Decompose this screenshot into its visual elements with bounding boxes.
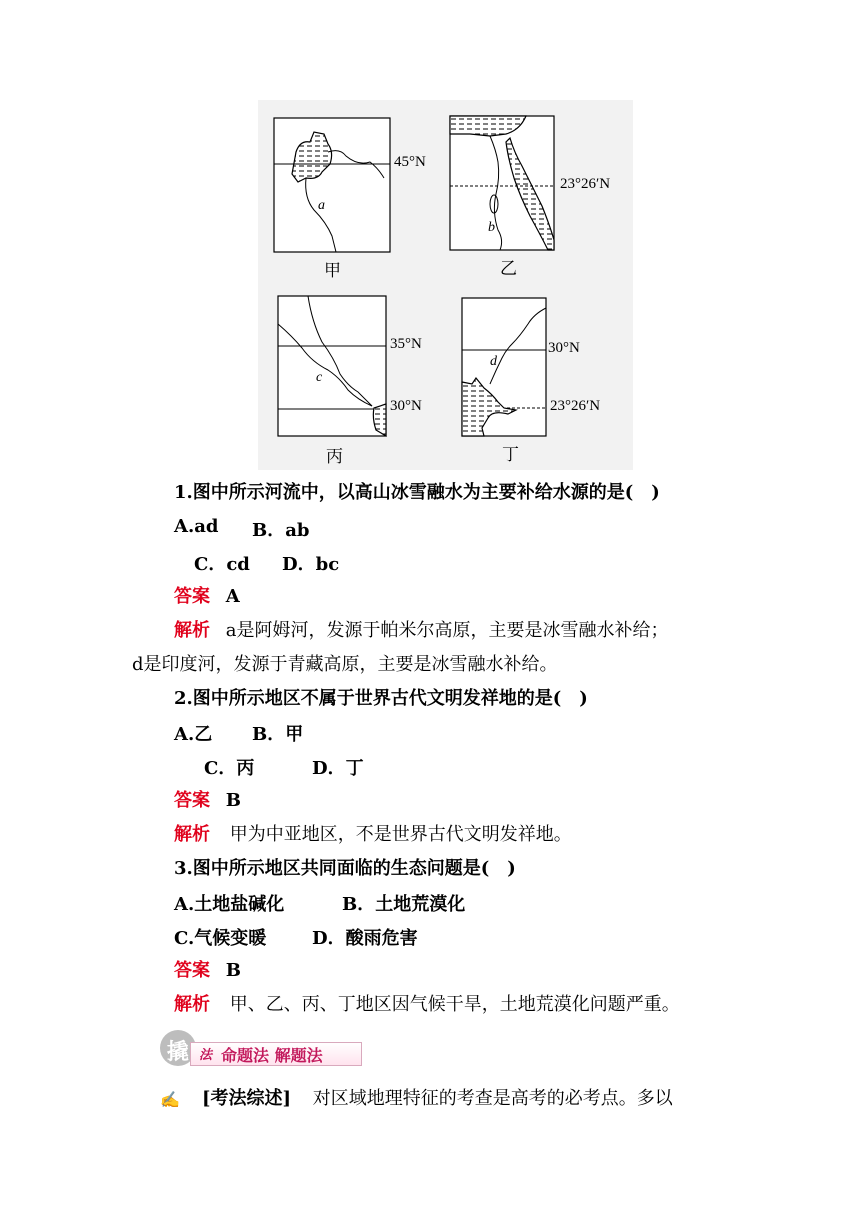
question-3-stem: 3.图中所示地区共同面临的生态问题是( ) — [174, 858, 516, 879]
q3-analysis-row — [174, 992, 680, 1018]
q2-answer-row — [174, 788, 241, 814]
lat-label: 35°N — [390, 336, 422, 352]
answer-label: 答案 — [174, 960, 210, 981]
q2-analysis-row — [174, 822, 572, 848]
answer-label: 答案 — [174, 586, 210, 607]
lat-label: 30°N — [390, 398, 422, 414]
river-label-d: d — [490, 354, 497, 369]
analysis-label: 解析 — [174, 620, 210, 641]
q2-answer: B — [225, 790, 241, 811]
q3-answer: B — [225, 960, 241, 981]
banner-tag — [190, 1042, 362, 1066]
map-panel-yi — [450, 116, 630, 279]
panel-caption: 甲 — [324, 261, 341, 281]
map-figure — [258, 100, 633, 470]
lat-label: 23°26′N — [550, 398, 601, 414]
pen-icon: ✍ — [160, 1090, 180, 1109]
q3-option-b: B．土地荒漠化 — [342, 894, 466, 915]
q1-option-d: D．bc — [282, 554, 340, 575]
q2-option-c: C．丙 — [204, 758, 255, 779]
section-banner — [160, 1026, 360, 1070]
q1-analysis-text-cont: d是印度河，发源于青藏高原，主要是冰雪融水补给。 — [132, 654, 558, 675]
banner-title: 命题法 解题法 — [221, 1046, 323, 1065]
river-label-b: b — [488, 220, 495, 235]
analysis-label: 解析 — [174, 994, 210, 1015]
map-jia-drawing — [274, 118, 449, 268]
q1-option-a: A.ad — [174, 516, 219, 537]
question-2-stem: 2.图中所示地区不属于世界古代文明发祥地的是( ) — [174, 688, 588, 709]
q2-option-a: A.乙 — [174, 724, 213, 745]
panel-caption: 丁 — [502, 445, 519, 465]
lat-label: 23°26′N — [560, 176, 611, 192]
analysis-label: 解析 — [174, 824, 210, 845]
footer-tag: [考法综述] — [202, 1088, 292, 1109]
q1-analysis-row — [174, 618, 668, 644]
q1-answer-row — [174, 584, 240, 610]
q2-analysis-text: 甲为中亚地区，不是世界古代文明发祥地。 — [229, 824, 572, 845]
map-panel-bing — [278, 296, 448, 466]
q1-analysis-text: a是阿姆河，发源于帕米尔高原，主要是冰雪融水补给； — [225, 620, 669, 641]
panel-caption: 乙 — [500, 259, 517, 279]
footer-text: 对区域地理特征的考查是高考的必考点。多以 — [312, 1088, 673, 1109]
q3-option-a: A.土地盐碱化 — [174, 894, 285, 915]
map-ding-drawing — [462, 298, 637, 448]
river-label-a: a — [318, 198, 325, 213]
q2-option-b: B．甲 — [252, 724, 304, 745]
q3-option-c: C.气候变暖 — [174, 928, 267, 949]
lat-label: 45°N — [394, 154, 426, 170]
q3-option-d: D．酸雨危害 — [312, 928, 418, 949]
q1-option-c: C．cd — [194, 554, 250, 575]
q3-analysis-text: 甲、乙、丙、丁地区因气候干旱，土地荒漠化问题严重。 — [229, 994, 680, 1015]
question-1-stem: 1.图中所示河流中，以高山冰雪融水为主要补给水源的是( ) — [174, 482, 660, 503]
footer-row — [202, 1086, 673, 1112]
lat-label: 30°N — [548, 340, 580, 356]
river-label-c: c — [316, 370, 323, 385]
map-panel-ding — [462, 298, 632, 468]
q2-option-d: D．丁 — [312, 758, 364, 779]
q1-answer: A — [225, 586, 240, 607]
banner-prefix: 法 — [199, 1048, 213, 1063]
q1-option-b: B．ab — [252, 520, 310, 541]
map-panel-jia — [274, 118, 444, 281]
q3-answer-row — [174, 958, 241, 984]
panel-caption: 丙 — [326, 447, 343, 467]
answer-label: 答案 — [174, 790, 210, 811]
banner-badge-char: 撬 — [166, 1040, 189, 1065]
map-bing-drawing — [278, 296, 453, 446]
